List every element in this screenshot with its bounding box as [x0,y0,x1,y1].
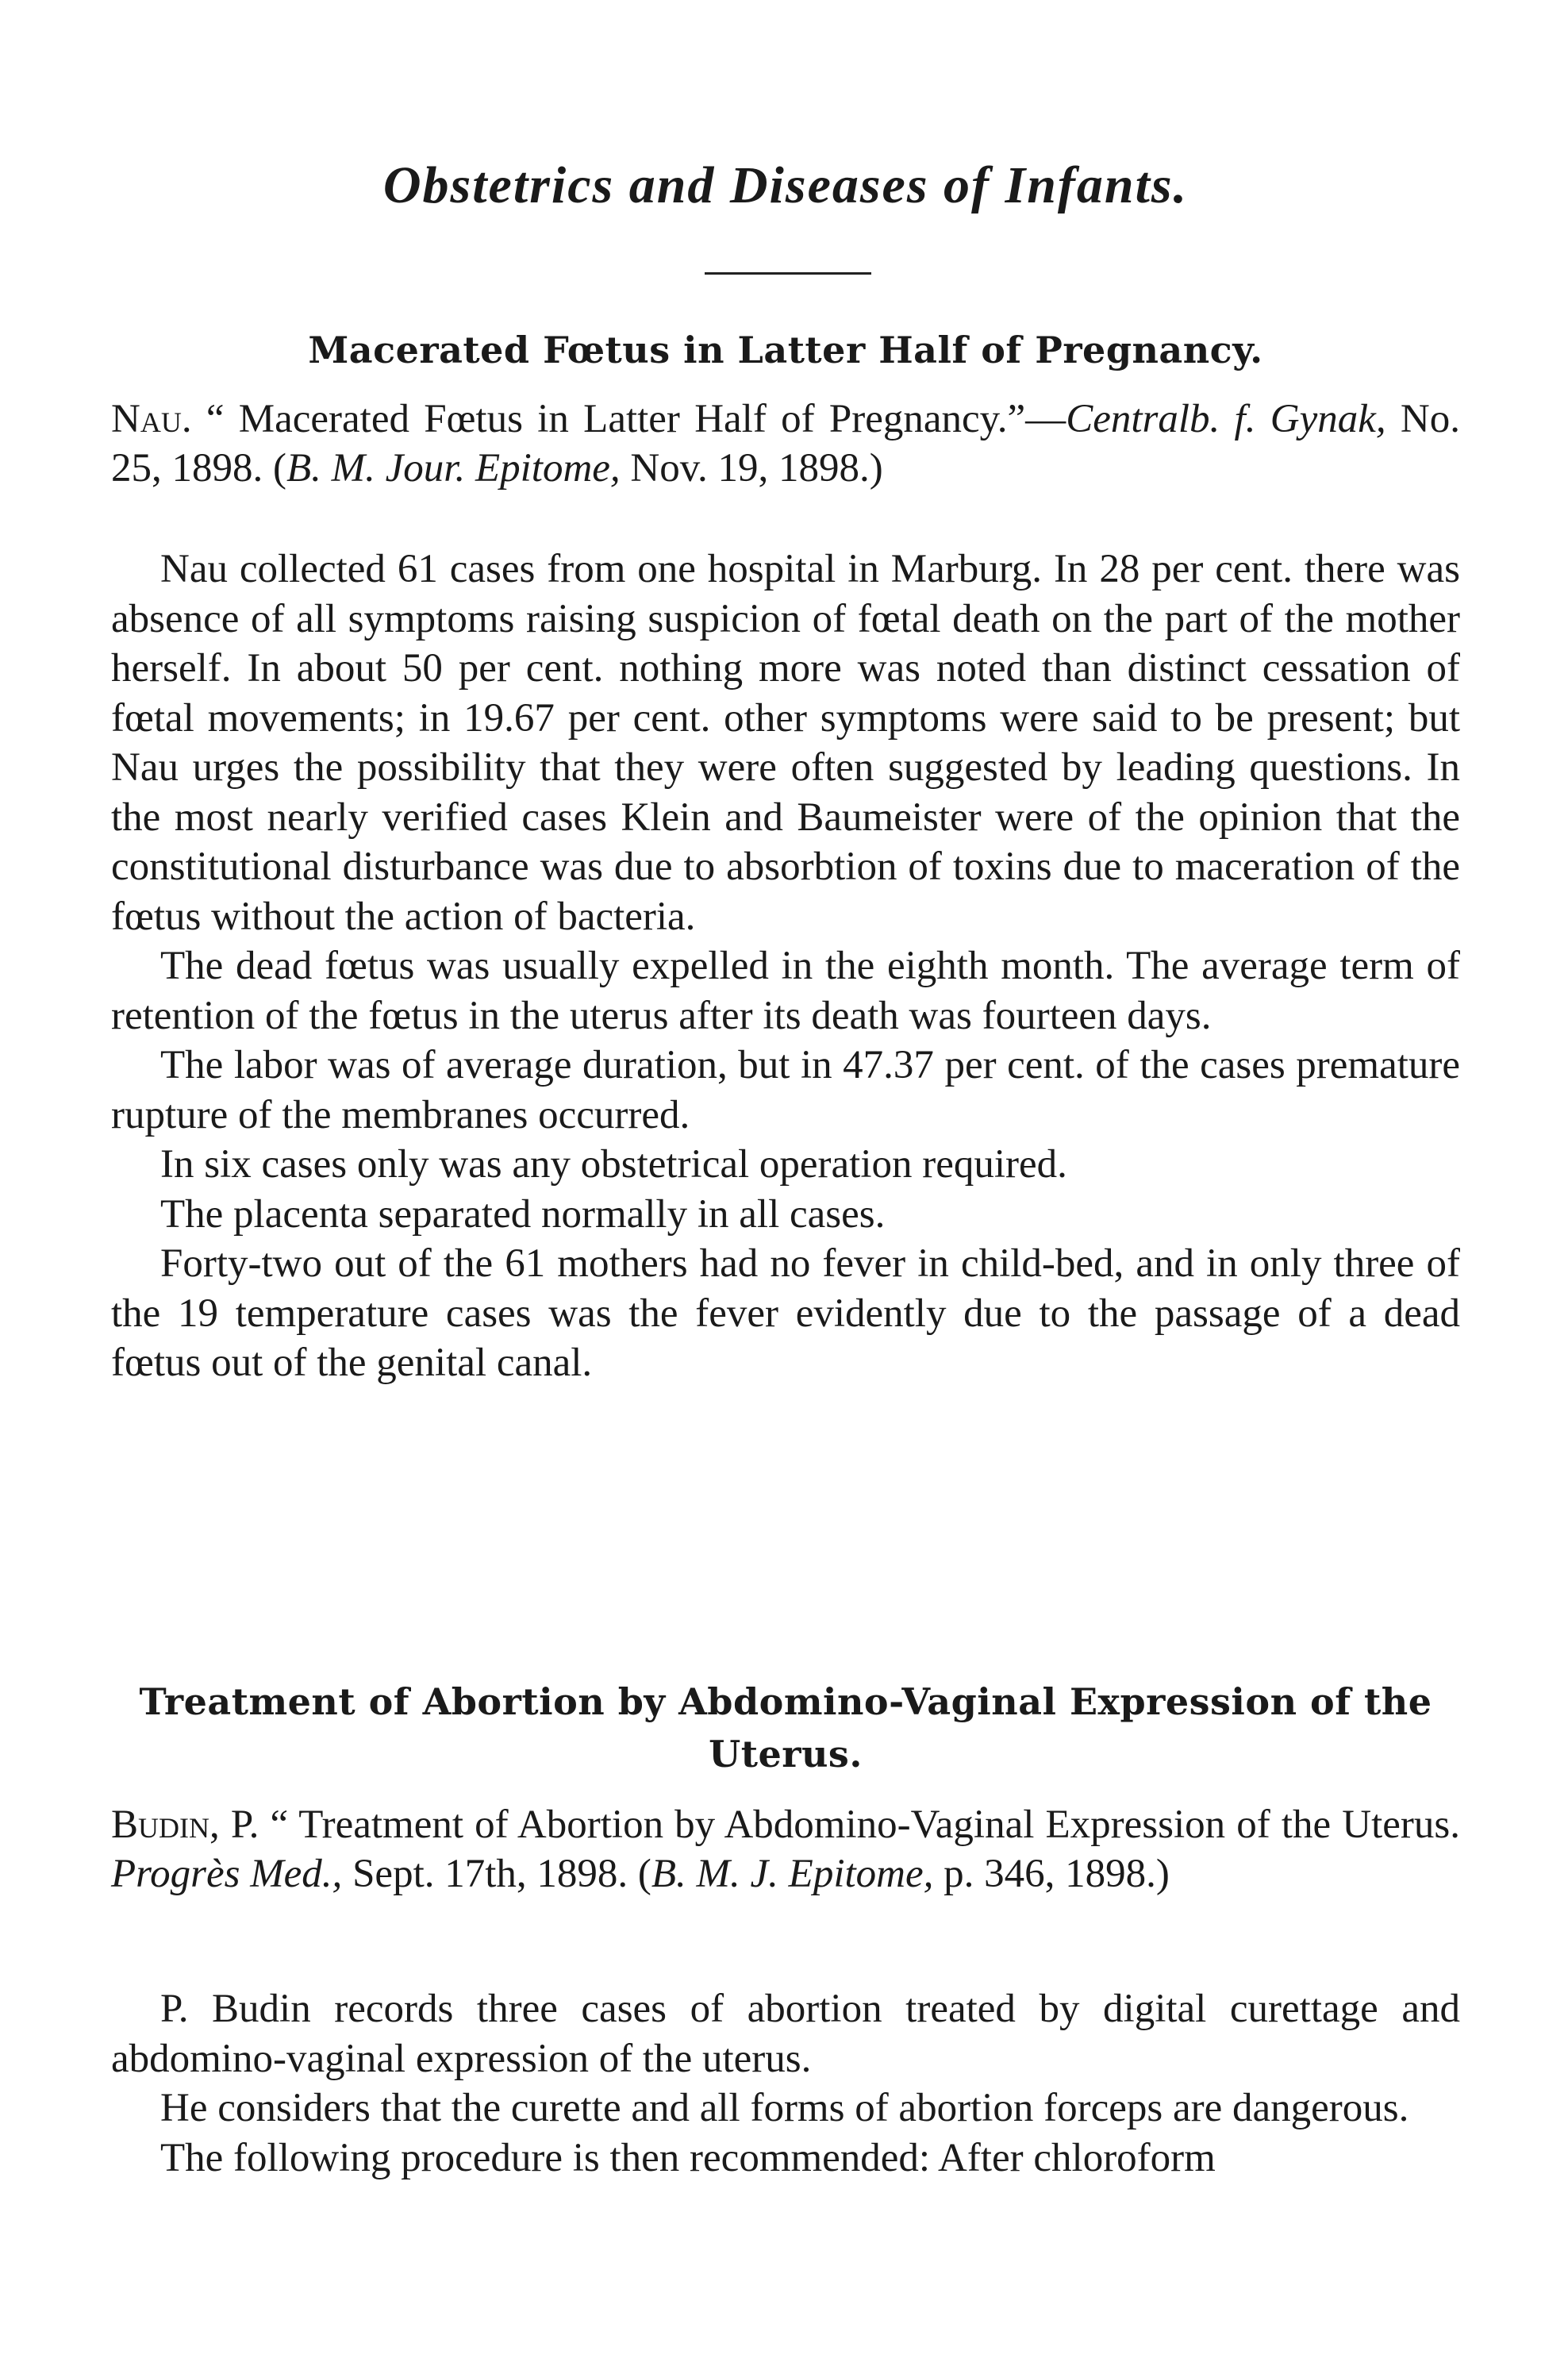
citation-article: “ Treatment of Abortion by Abdomino-Vaginal Expression of the Uterus. [259,1803,1460,1847]
citation-journal: Progrès Med., [111,1852,343,1896]
paragraph: Forty-two out of the 61 mothers had no fever in child-bed, and in only three of the 19 temperature cases was the fever evidently due to the passage of a dead fœtus out of the genital canal. [111,1241,1460,1385]
citation-budin [111,1800,1460,1899]
citation-article: “ Macerated Fœtus in Latter Half of Pregnancy.”— [206,397,1066,441]
section-title-treatment-of-abortion: Treatment of Abortion by Abdomino-Vaginal Expression of the Uterus. [139,1680,1432,1776]
divider-rule [705,272,871,275]
paragraph: The dead fœtus was usually expelled in the eighth month. The average term of retention of the fœtus in the uterus after its death was fourteen days. [111,944,1460,1038]
citation-journal: Centralb. f. Gynak, [1066,397,1386,441]
citation-details: No. 25, 1898. ( [111,397,1460,491]
citation-nau [111,394,1460,493]
paragraph: In six cases only was any obstetrical operation required. [160,1142,1067,1187]
paragraph: P. Budin records three cases of abortion treated by digital curettage and abdomino-vaginal expression of the uterus. [111,1987,1460,2081]
paragraph: The labor was of average duration, but in 47.37 per cent. of the cases premature rupture of the membranes occurred. [111,1043,1460,1137]
running-head: Obstetrics and Diseases of Infants. [382,156,1189,214]
citation-details: Sept. 17th, 1898. ( [342,1852,651,1896]
paragraph: The following procedure is then recommended: After chloroform [160,2135,1216,2180]
document-page [111,0,1460,2370]
paragraph: He considers that the curette and all forms of abortion forceps are dangerous. [160,2086,1409,2130]
citation-author: Budin, P. [111,1803,259,1847]
citation-date: p. 346, 1898.) [933,1852,1170,1896]
section-title-macerated-foetus: Macerated Fœtus in Latter Half of Pregnancy. [308,329,1263,371]
citation-author: Nau. [111,397,192,441]
section1-body [111,544,1460,1388]
paragraph: The placenta separated normally in all cases. [160,1191,886,1237]
citation-date: Nov. 19, 1898.) [620,446,883,491]
citation-source: B. M. Jour. Epitome, [286,446,621,491]
section2-body [111,1984,1460,2183]
paragraph: Nau collected 61 cases from one hospital in Marburg. In 28 per cent. there was absence of all symptoms raising suspicion of fœtal death on the part of the mother herself. In about 50 per cent. nothing more was noted than distinct cessation of fœtal movements; in 19.67 per cent. other symptoms were said to be present; but Nau urges the possibility that they were often suggested by leading questions. In the most nearly verified cases Klein and Baumeister were of the opinion that the constitutional disturbance was due to absorbtion of toxins due to maceration of the fœtus without the action of bacteria. [111,547,1460,939]
citation-source: B. M. J. Epitome, [651,1852,934,1896]
